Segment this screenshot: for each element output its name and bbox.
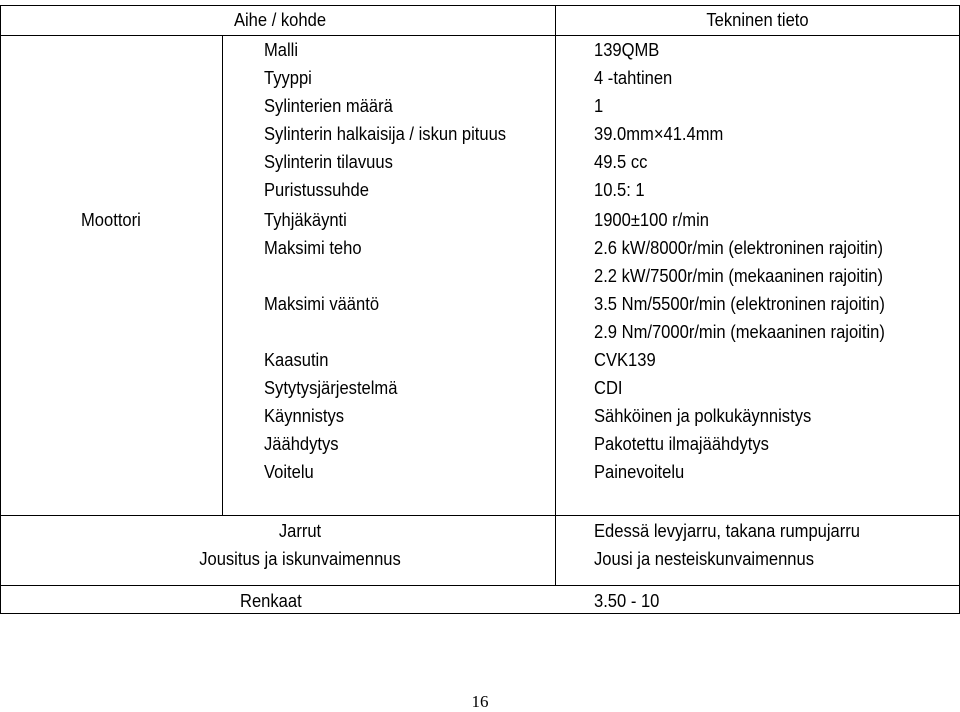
spec-label: Sytytysjärjestelmä [264,378,398,398]
spec-value: 4 -tahtinen [594,68,673,88]
spec-label: Tyhjäkäynti [264,210,347,230]
tires-label: Renkaat [240,591,302,611]
suspension-value: Jousi ja nesteiskunvaimennus [594,549,815,569]
spec-label: Kaasutin [264,350,329,370]
spec-label: Tyyppi [264,68,312,88]
spec-value: Pakotettu ilmajäähdytys [594,434,769,454]
spec-value: 10.5: 1 [594,180,645,200]
spec-value: 49.5 cc [594,152,648,172]
spec-value: 1 [594,96,604,116]
suspension-label: Jousitus ja iskunvaimennus [199,549,401,569]
spec-label: Sylinterin halkaisija / iskun pituus [264,124,507,144]
header-subject: Aihe / kohde [233,10,327,30]
table-bottom-border [0,613,960,614]
other-section-bottom-border [0,585,960,586]
spec-label: Käynnistys [264,406,345,426]
spec-label: Maksimi teho [264,238,362,258]
spec-value: 1900±100 r/min [594,210,709,230]
spec-label: Malli [264,40,299,60]
spec-label: Puristussuhde [264,180,369,200]
spec-label: Voitelu [264,462,314,482]
spec-value: 2.6 kW/8000r/min (elektroninen rajoitin) [594,238,884,258]
spec-value: 3.5 Nm/5500r/min (elektroninen rajoitin) [594,294,885,314]
page-number: 16 [471,692,489,711]
engine-section-bottom-border [0,515,960,516]
table-top-border [0,5,960,6]
spec-value: 2.9 Nm/7000r/min (mekaaninen rajoitin) [594,322,885,342]
spec-value: CDI [594,378,623,398]
table-left-border [0,5,1,614]
spec-value: 39.0mm×41.4mm [594,124,724,144]
spec-label: Maksimi vääntö [264,294,380,314]
spec-label: Sylinterin tilavuus [264,152,393,172]
header-divider [0,35,960,36]
spec-label: Jäähdytys [264,434,339,454]
spec-value: CVK139 [594,350,656,370]
spec-value: 2.2 kW/7500r/min (mekaaninen rajoitin) [594,266,884,286]
group-column-divider [222,35,223,515]
group-label-engine: Moottori [81,210,141,230]
brakes-label: Jarrut [278,521,322,541]
spec-value: Painevoitelu [594,462,685,482]
spec-value: 139QMB [594,40,660,60]
header-technical-data: Tekninen tieto [706,10,809,30]
brakes-value: Edessä levyjarru, takana rumpujarru [594,521,861,541]
spec-label: Sylinterien määrä [264,96,393,116]
tires-value: 3.50 - 10 [594,591,660,611]
value-column-divider [555,5,556,586]
spec-value: Sähköinen ja polkukäynnistys [594,406,812,426]
